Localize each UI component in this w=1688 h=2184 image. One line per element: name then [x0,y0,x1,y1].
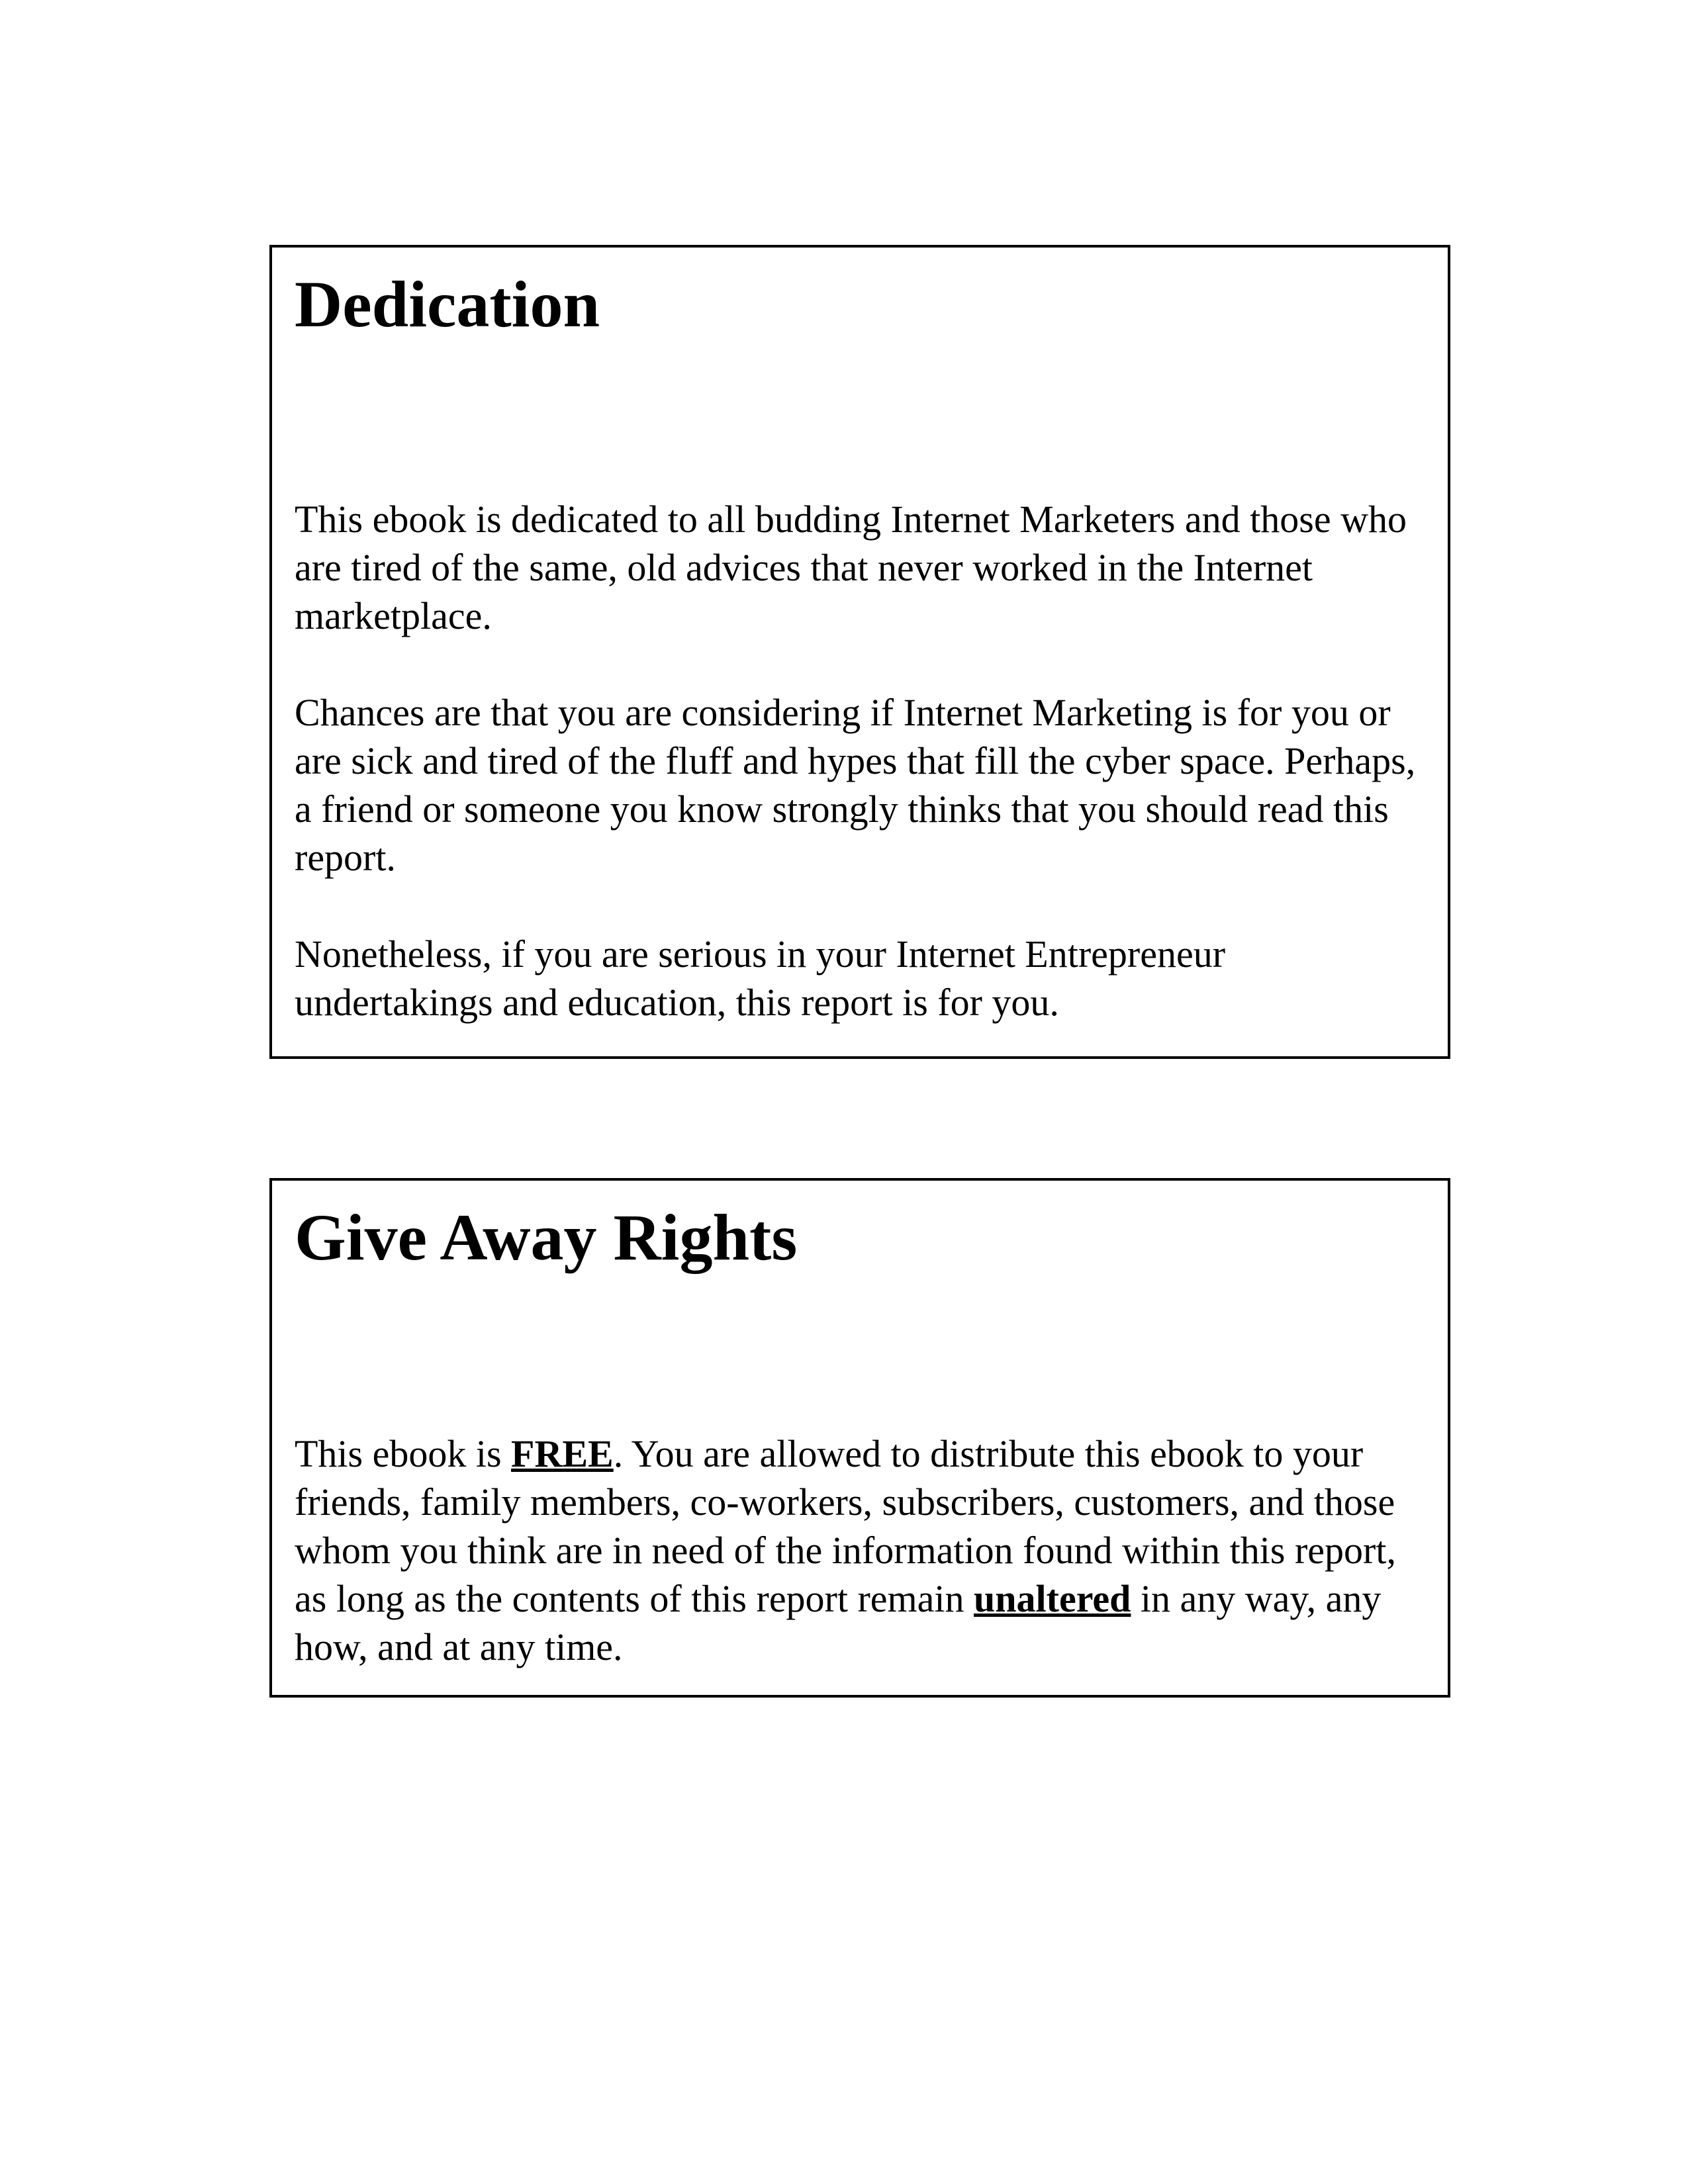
rights-text-part-1: This ebook is [295,1432,512,1475]
dedication-paragraph-1: This ebook is dedicated to all budding Internet Marketers and those who are tired of the same, old advices that never worked in the Internet marketplace. [295,498,1407,637]
give-away-rights-section [269,1178,1450,1698]
free-emphasis: FREE [511,1432,614,1475]
give-away-rights-paragraph [295,1430,1425,1671]
dedication-paragraph-3: Nonetheless, if you are serious in your Internet Entrepreneur undertakings and education, this report is for you. [295,933,1226,1024]
dedication-title: Dedication [295,267,600,341]
give-away-rights-title: Give Away Rights [295,1201,798,1274]
unaltered-emphasis: unaltered [974,1577,1131,1620]
dedication-section [269,245,1450,1059]
rights-text-part-3: in any way, any how, and at any time. [295,1577,1382,1668]
rights-text-part-2: . You are allowed to distribute this ebook to your friends, family members, co-workers, subscribers, customers, and those whom you think are in need of the information found within this report, as long as the contents of this report remain [295,1432,1396,1620]
dedication-paragraph-2: Chances are that you are considering if Internet Marketing is for you or are sick and tired of the fluff and hypes that fill the cyber space. Perhaps, a friend or someone you know strongly thinks that you should read this report. [295,691,1416,879]
